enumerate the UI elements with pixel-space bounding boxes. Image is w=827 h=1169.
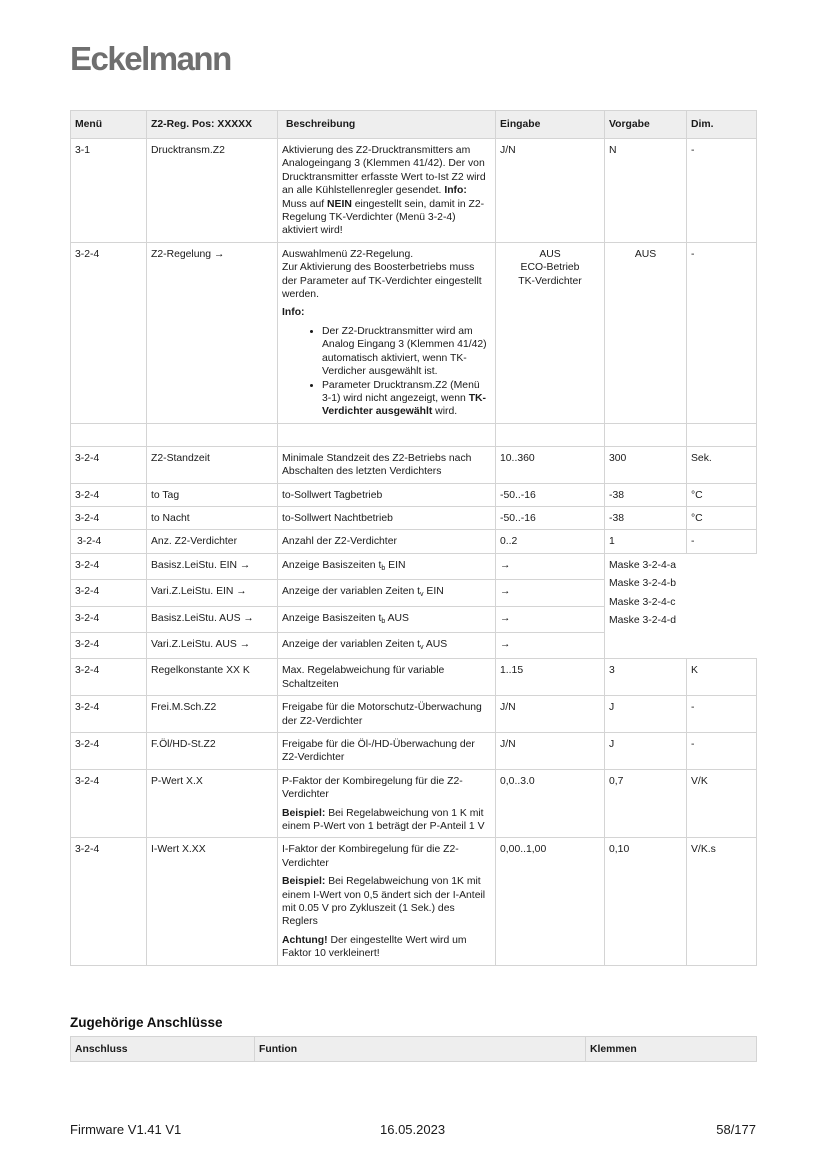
info-label: Info:	[444, 185, 467, 197]
cell-menu: 3-2-4	[71, 769, 147, 838]
cell-menu: 3-2-4	[71, 530, 147, 553]
option-value: ECO-Betrieb	[520, 262, 580, 274]
mask-ref: Maske 3-2-4-d	[609, 614, 676, 626]
cell-menu: 3-2-4	[71, 733, 147, 770]
description-text: Zur Aktivierung des Boosterbetriebs muss der Parameter auf TK-Verdichter eingestellt werden.	[282, 262, 482, 301]
footer-version: Firmware V1.41 V1	[70, 1122, 182, 1137]
cell-position: Drucktransm.Z2	[147, 139, 278, 243]
cell-dimension: -	[687, 530, 757, 553]
empty-row	[71, 423, 757, 446]
cell-dimension: -	[687, 733, 757, 770]
table-row	[71, 446, 757, 483]
table-row	[71, 139, 757, 243]
info-label: Info:	[282, 307, 305, 319]
cell-menu: 3-2-4	[71, 606, 147, 632]
cell-position: Vari.Z.LeiStu. EIN →	[147, 580, 278, 606]
table-row	[71, 483, 757, 506]
list-item: • Der Z2-Drucktransmitter wird am Analog Eingang 3 (Klemmen 41/42) automatisch aktiviert, wenn TK-Verdicher ausgewählt ist.	[322, 325, 491, 379]
mask-ref: Maske 3-2-4-b	[609, 578, 676, 590]
cell-description	[278, 139, 496, 243]
header-connection: Anschluss	[71, 1037, 255, 1062]
table-row	[71, 506, 757, 529]
table-header-row	[71, 1037, 757, 1062]
header-description: Beschreibung	[278, 111, 496, 139]
option-value: AUS	[539, 248, 561, 260]
cell-menu: 3-2-4	[71, 696, 147, 733]
header-terminals: Klemmen	[586, 1037, 757, 1062]
cell-menu: 3-2-4	[71, 838, 147, 965]
table-row	[71, 242, 757, 423]
cell-default: 0,7	[605, 769, 687, 838]
cell-position: Basisz.LeiStu. AUS →	[147, 606, 278, 632]
cell-description	[278, 242, 496, 423]
cell-menu: 3-2-4	[71, 506, 147, 529]
table-row	[71, 530, 757, 553]
cell-input: -50..-16	[496, 483, 605, 506]
cell-default: 1	[605, 530, 687, 553]
cell-position: I-Wert X.XX	[147, 838, 278, 965]
cell-position: Frei.M.Sch.Z2	[147, 696, 278, 733]
cell-description	[278, 838, 496, 965]
cell-description: Anzeige der variablen Zeiten $t_v$ AUS	[278, 632, 496, 658]
cell-input: 1..15	[496, 659, 605, 696]
header-dimension: Dim.	[687, 111, 757, 139]
mask-ref: Maske 3-2-4-a	[609, 559, 676, 571]
cell-menu: 3-2-4	[71, 659, 147, 696]
cell-input: J/N	[496, 696, 605, 733]
cell-menu: 3-2-4	[71, 580, 147, 606]
header-function: Funtion	[255, 1037, 586, 1062]
cell-default: N	[605, 139, 687, 243]
cell-dimension: K	[687, 659, 757, 696]
cell-dimension: -	[687, 242, 757, 423]
cell-default: J	[605, 696, 687, 733]
cell-masks	[605, 553, 757, 659]
cell-position: P-Wert X.X	[147, 769, 278, 838]
cell-dimension: °C	[687, 506, 757, 529]
warning-text: Achtung! Der eingestellte Wert wird um Faktor 10 verkleinert!	[282, 934, 467, 960]
cell-dimension: -	[687, 696, 757, 733]
cell-input: 0,00..1,00	[496, 838, 605, 965]
cell-description: to-Sollwert Tagbetrieb	[278, 483, 496, 506]
example-text: Beispiel: Bei Regelabweichung von 1K mit einem I-Wert von 0,5 ändert sich der I-Anteil mit 0.05 V pro Zykluszeit (1 Sek.) des Reglers	[282, 876, 486, 928]
cell-dimension: V/K.s	[687, 838, 757, 965]
cell-description: Minimale Standzeit des Z2-Betriebs nach Abschalten des letzten Verdichters	[278, 446, 496, 483]
cell-input: J/N	[496, 733, 605, 770]
cell-position: Anz. Z2-Verdichter	[147, 530, 278, 553]
cell-position: Z2-Standzeit	[147, 446, 278, 483]
cell-position: to Tag	[147, 483, 278, 506]
cell-default: -38	[605, 483, 687, 506]
cell-input: →	[496, 632, 605, 658]
cell-description: Anzahl der Z2-Verdichter	[278, 530, 496, 553]
cell-input: →	[496, 580, 605, 606]
table-row	[71, 553, 757, 579]
info-emphasis: NEIN	[327, 198, 352, 210]
example-text: Beispiel: Bei Regelabweichung von 1 K mit einem P-Wert von 1 beträgt der P-Anteil 1 V	[282, 807, 485, 833]
cell-input: 10..360	[496, 446, 605, 483]
cell-default: AUS	[605, 242, 687, 423]
cell-default: 300	[605, 446, 687, 483]
table-header-row	[71, 111, 757, 139]
cell-position: Regelkonstante XX K	[147, 659, 278, 696]
list-item: • Parameter Drucktransm.Z2 (Menü 3-1) wird nicht angezeigt, wenn TK-Verdichter ausgewählt wird.	[322, 379, 491, 419]
connections-table	[70, 1036, 757, 1062]
info-text: Muss auf	[282, 198, 328, 210]
cell-menu: 3-2-4	[71, 446, 147, 483]
description-text: Auswahlmenü Z2-Regelung.	[282, 248, 414, 260]
description-text: P-Faktor der Kombiregelung für die Z2-Verdichter	[282, 775, 463, 801]
cell-menu: 3-2-4	[71, 483, 147, 506]
cell-menu: 3-2-4	[71, 632, 147, 658]
cell-dimension: °C	[687, 483, 757, 506]
cell-menu: 3-1	[71, 139, 147, 243]
parameter-table	[70, 110, 757, 966]
cell-default: J	[605, 733, 687, 770]
info-list	[282, 325, 491, 419]
cell-default: 3	[605, 659, 687, 696]
cell-description: Anzeige Basiszeiten $t_b$ EIN	[278, 553, 496, 579]
option-value: TK-Verdichter	[518, 275, 582, 287]
cell-default: -38	[605, 506, 687, 529]
footer-date: 16.05.2023	[380, 1122, 446, 1137]
cell-menu: 3-2-4	[71, 242, 147, 423]
cell-menu: 3-2-4	[71, 553, 147, 579]
info-text: eingestellt sein, damit in Z2-Regelung TK-Verdichter (Menü 3-2-4) aktiviert wird!	[282, 198, 485, 237]
header-input: Eingabe	[496, 111, 605, 139]
cell-position: F.Öl/HD-St.Z2	[147, 733, 278, 770]
header-position: Z2-Reg. Pos: XXXXX	[147, 111, 278, 139]
cell-position: Vari.Z.LeiStu. AUS →	[147, 632, 278, 658]
mask-ref: Maske 3-2-4-c	[609, 596, 676, 608]
cell-dimension: -	[687, 139, 757, 243]
footer-page-number: 58/177	[716, 1122, 756, 1137]
cell-dimension: Sek.	[687, 446, 757, 483]
table-row	[71, 838, 757, 965]
cell-description	[278, 769, 496, 838]
cell-description: to-Sollwert Nachtbetrieb	[278, 506, 496, 529]
description-text: Aktivierung des Z2-Drucktransmitters am Analogeingang 3 (Klemmen 41/42). Der von Drucktransmitter erfasste Wert to-Ist Z2 wird an alle Kühlstellenregler gesendet.	[282, 145, 486, 197]
cell-input	[496, 242, 605, 423]
cell-input: J/N	[496, 139, 605, 243]
cell-position: Basisz.LeiStu. EIN →	[147, 553, 278, 579]
header-menu: Menü	[71, 111, 147, 139]
cell-input: →	[496, 553, 605, 579]
cell-dimension: V/K	[687, 769, 757, 838]
header-default: Vorgabe	[605, 111, 687, 139]
cell-default: 0,10	[605, 838, 687, 965]
cell-input: 0,0..3.0	[496, 769, 605, 838]
cell-description: Anzeige der variablen Zeiten $t_v$ EIN	[278, 580, 496, 606]
table-row	[71, 769, 757, 838]
cell-input: -50..-16	[496, 506, 605, 529]
table-row	[71, 733, 757, 770]
cell-description: Max. Regelabweichung für variable Schaltzeiten	[278, 659, 496, 696]
cell-description: Anzeige Basiszeiten $t_b$ AUS	[278, 606, 496, 632]
section-title: Zugehörige Anschlüsse	[70, 1015, 223, 1030]
company-logo: Eckelmann	[70, 40, 231, 77]
cell-description: Freigabe für die Öl-/HD-Überwachung der Z2-Verdichter	[278, 733, 496, 770]
cell-position: to Nacht	[147, 506, 278, 529]
table-row	[71, 696, 757, 733]
cell-input: →	[496, 606, 605, 632]
table-row	[71, 659, 757, 696]
cell-input: 0..2	[496, 530, 605, 553]
cell-position: Z2-Regelung →	[147, 242, 278, 423]
cell-description: Freigabe für die Motorschutz-Überwachung der Z2-Verdichter	[278, 696, 496, 733]
description-text: I-Faktor der Kombiregelung für die Z2-Verdichter	[282, 844, 459, 869]
